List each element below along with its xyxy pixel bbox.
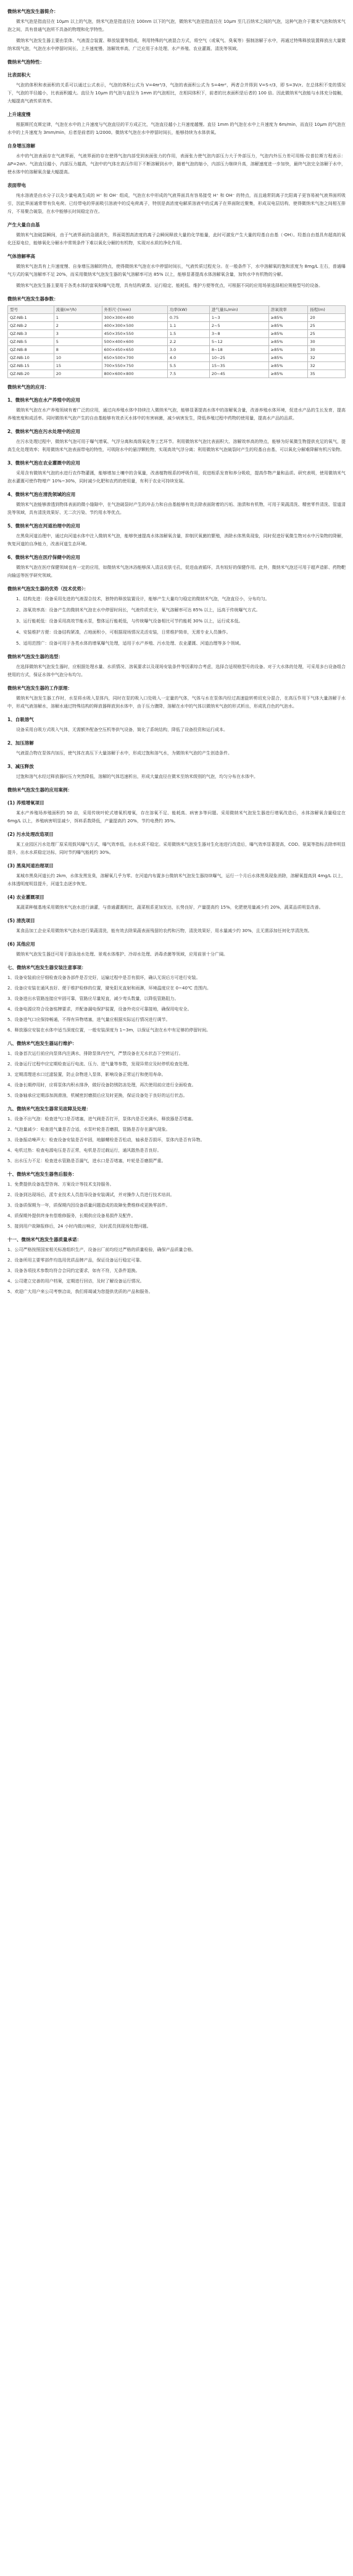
table-header-cell: 型号 [8, 306, 54, 314]
list-item: 5、欢迎广大用户来公司考察洽谈，我们将竭诚为您提供优质的产品和服务。 [7, 1289, 153, 1294]
table-cell: 15~35 [209, 362, 268, 370]
paragraph: 某水产养殖场养殖面积约 50 亩，采用传统叶轮式增氧机增氧，存在溶氧不足、能耗高、病害多等问题。采用微纳米气泡发生器进行增氧改造后，水体溶解氧含量稳定在 6mg/L 以上，养殖病害明显减少，饵料系数降低，产量提高约 20%，节约电费约 35%。 [7, 811, 346, 824]
paragraph: 水中的气泡表面存在气液界面，气液界面的存在使得气泡内部受到表面张力的作用，表面张力使气泡内部压力大于外部压力，气泡内外压力差可用杨-拉普拉斯方程表示：ΔP=2σ/r。气泡直径越小，内部压力越高，气泡中的气体在高压作用下不断溶解到水中，随着气泡的缩小，内部压力继续升高，溶解速度进一步加快，最终气泡完全溶解于水中，使水体中的溶解氧含量大幅提高。 [7, 154, 346, 175]
paragraph: 纯水溶液是由水分子以及少量电离生成的 H⁺ 和 OH⁻ 组成，气泡在水中形成的气液界面具有容易接受 H⁺ 和 OH⁻ 的特点，而且通常阴离子比阳离子更容易被气液界面所吸引，因此界面通常带有负电荷。已经带电的界面吸引溶液中的反电荷离子，特别是高浓度电解质溶液中的反离子在界面附近聚集，形成双电层结构，使得微纳米气泡之间相互排斥，不易聚合破裂，在水中能够长时间稳定存在。 [7, 193, 346, 214]
list-item: 4、设备电源应符合设备铭牌要求，并配备漏电保护装置，设备外壳应可靠接地，确保用电安全。 [7, 1007, 192, 1012]
table-cell: 1~3 [209, 314, 268, 322]
section-heading: 3、减压释放 [7, 764, 34, 769]
table-header-cell: 扬程(m) [308, 306, 346, 314]
paragraph: 1、结构先进：设备采用先进的气液混合技术，独特的释放装置设计，能够产生大量均匀稳定的微纳米气泡，气泡直径小，分布均匀。 [16, 597, 270, 601]
paragraph: 微纳米气泡发生器工作时，水泵将水吸入泵体内，同时在泵的吸入口处吸入一定量的气体，气体与水在泵体内经过高速旋转剪切充分混合，在高压作用下气体大量溶解于水中，形成气液溶解水，溶解水通过特殊结构的释放器释放到水体中，由于压力骤降，溶解在水中的气体以微纳米气泡的形式析出，形成乳白色的气泡水。 [7, 696, 346, 709]
table-cell: 2.2 [167, 338, 209, 346]
list-item: 5、接到用户故障报修后，24 小时内做出响应，及时派员到现场处理问题。 [7, 1224, 151, 1229]
paragraph: 设备采用自吸方式吸入气体，无需额外配备空压机等供气设备，简化了系统结构，降低了设备投资和运行成本。 [16, 727, 228, 732]
table-cell: 450×350×550 [102, 330, 167, 338]
paragraph: 采用含有微纳米气泡的水进行农作物灌溉，能够增加土壤中的含氧量，改善植物根系的呼吸作用，促进根系发育和养分吸收，提高作物产量和品质。研究表明，使用微纳米气泡水灌溉可使作物增产 10%~30%，同时减少化肥和农药的使用量，有利于农业可持续发展。 [7, 471, 346, 484]
paragraph: 微纳米气泡破裂瞬间，由于气液界面的急剧消失，界面周围高浓度的离子会瞬间释放大量的化学能量，此时可激发产生大量的羟基自由基（·OH）。羟基自由基具有超高的氧化还原电位，能够氧化分解水中常规条件下难以氧化分解的有机物，实现对水质的净化作用。 [7, 233, 346, 246]
table-header-cell: 外形尺寸(mm) [102, 306, 167, 314]
table-cell: 4.0 [167, 354, 209, 362]
table-row [8, 338, 346, 346]
table-row [8, 322, 346, 330]
table-cell: QZ-NB-5 [8, 338, 54, 346]
section-heading: 2、微纳米气泡在污水处理中的应用 [7, 429, 80, 434]
section-heading: 3、微纳米气泡在农业灌溉中的应用 [7, 460, 80, 466]
section-heading: 比表面积大 [7, 72, 31, 78]
table-cell: 400×300×500 [102, 322, 167, 330]
table-cell: 10~25 [209, 354, 268, 362]
table-cell: 2 [54, 322, 102, 330]
table-cell: 30 [308, 338, 346, 346]
list-item: 4、设备长期停用时，应将泵体内积水排净，做好设备防锈防冻处理，再次使用前应进行全面检查。 [7, 1083, 196, 1088]
table-cell: 7.5 [167, 370, 209, 378]
table-cell: 25 [308, 330, 346, 338]
paragraph: 在污水处理过程中，微纳米气泡可用于曝气增氧、气浮分离和高级氧化等工艺环节。利用微纳米气泡比表面积大、溶解效率高的特点，能够为好氧微生物提供充足的氧气，提高生化处理效率；利用微纳米气泡表面带电的特性，可吸附水中的悬浮颗粒物，实现高效气浮分离；利用微纳米气泡破裂时产生的羟基自由基，可以氧化分解难降解有机污染物。 [7, 439, 346, 452]
table-cell: QZ-NB-10 [8, 354, 54, 362]
table-header-cell: 溶氧效率 [268, 306, 308, 314]
list-item: 5、设备进气口应保持畅通，不得有异物堵塞，进气量应根据实际运行情况进行调节。 [7, 1017, 170, 1022]
table-header-cell: 流量(m³/h) [54, 306, 102, 314]
table-cell: QZ-NB-20 [8, 370, 54, 378]
section-heading: (6) 其他应用 [7, 941, 35, 947]
table-cell: QZ-NB-15 [8, 362, 54, 370]
list-item: 3、设备各项技术参数均符合合同约定要求，如有不符，无条件退换。 [7, 1268, 140, 1273]
section-heading: 七、微纳米气泡发生器安装注意事项： [7, 965, 86, 970]
section-heading: (1) 养殖增氧项目 [7, 800, 44, 806]
list-item: 6、释放器应安装在水体中适当深度位置，一般安装深度为 1~3m，以保证气泡在水中有足够的停留时间。 [7, 1028, 211, 1033]
table-cell: 300×300×400 [102, 314, 167, 322]
table-cell: 5~12 [209, 338, 268, 346]
section-heading: 1、微纳米气泡在水产养殖中的应用 [7, 397, 80, 403]
list-item: 5、出水压力不足：检查进水管路是否漏气，进水口是否堵塞，叶轮是否磨损严重。 [7, 1158, 166, 1163]
section-heading: 4、微纳米气泡在清洗领域的应用 [7, 492, 76, 497]
section-heading: (3) 黑臭河道治理项目 [7, 863, 54, 869]
paragraph: 气液混合物在泵体内加压，使气体在高压下大量溶解于水中，形成过饱和溶气水，为微纳米气泡的产生创造条件。 [16, 751, 232, 756]
table-cell: 500×400×600 [102, 338, 167, 346]
paragraph: 微纳米气泡能够渗透到物体表面的微小缝隙中，在气泡破裂时产生的冲击力和自由基能够有效去除表面附着的污垢、油渍和有机物，可用于果蔬清洗、精密零件清洗、管道清洗等领域，具有清洗效果好、无二次污染、节约用水等优点。 [7, 502, 346, 515]
paragraph: 在黑臭河道治理中，通过向河道水体中注入微纳米气泡，能够快速提高水体溶解氧含量，抑制厌氧菌的繁殖，消除水体黑臭现象，同时促进好氧微生物对水中污染物的降解，恢复河道的自净能力，改善河道生态环境。 [7, 534, 346, 547]
table-cell: 1 [54, 314, 102, 322]
paragraph: 在选择微纳米气泡发生器时，应根据处理水量、水质情况、溶氧要求以及现场安装条件等因素综合考虑，选择合适规格型号的设备。对于大水体的处理，可采用多台设备组合使用的方式，保证水体中气泡分布均匀。 [7, 664, 346, 677]
paragraph: 微纳米气泡发生器主要由泵体、气液混合装置、释放装置等组成，利用特殊的气液混合方式，将空气（或氧气、臭氧等）强制溶解于水中，再通过特殊释放装置释放出大量微纳米级气泡，气泡在水中停留时间长、上升速度慢、溶解效率高，广泛应用于水处理、水产养殖、农业灌溉、清洗等领域。 [7, 38, 346, 51]
table-cell: 5 [54, 338, 102, 346]
table-cell: 8 [54, 346, 102, 354]
paragraph: 某城市黑臭河道长约 2km，水体发黑发臭，溶解氧几乎为零。在河道内布置多台微纳米气泡发生器持续曝气，运行一个月后水体黑臭现象消除，溶解氧提高到 4mg/L 以上，水体透明度明显提升，河道生态逐步恢复。 [7, 873, 346, 886]
table-cell: 650×500×700 [102, 354, 167, 362]
paragraph: 过饱和溶气水经过释放器时压力突然降低，溶解的气体迅速析出，形成大量直径在微米至纳米级别的气泡，均匀分布在水体中。 [16, 774, 258, 779]
list-item: 3、设备进出水管路连接应牢固可靠，管路应尽量短直，减少弯头数量，以降低管路阻力。 [7, 996, 179, 1001]
table-cell: 15 [54, 362, 102, 370]
table-cell: 35 [308, 370, 346, 378]
paragraph: 3、运行能耗低：设备采用高效节能水泵，整体运行能耗低，与传统曝气设备相比可节约能耗 30% 以上，运行成本低。 [16, 619, 243, 624]
paragraph: 气泡的体积和表面积的关系可以通过公式表示，气泡的体积公式为 V=4πr³/3，气泡的表面积公式为 S=4πr²，两者合并得到 V=S·r/3，即 S=3V/r。在总体积不变的情况下，气泡的半径越小，比表面积越大。直径为 10μm 的气泡与直径为 1mm 的气泡相比，在相同体积下，前者的比表面积是后者的 100 倍。因此微纳米气泡能与水体充分接触，大幅提高气液传质效率。 [7, 83, 346, 104]
section-heading: 八、微纳米气泡发生器运行维护： [7, 1041, 77, 1046]
table-cell: ≥85% [268, 354, 308, 362]
paragraph: 4、安装维护方便：设备结构紧凑，占地面积小，可根据现场情况灵活安装，日常维护简单，无需专业人员操作。 [16, 630, 231, 635]
paragraph: 微纳米气泡发生器主要用于各类水体的富氧和曝气处理，具有结构紧凑、运行稳定、能耗低、维护方便等优点，可根据不同的应用场景选择相应规格型号的设备。 [16, 283, 323, 288]
table-cell: ≥85% [268, 370, 308, 378]
section-heading: 微纳米气泡发生器的应用案例： [7, 787, 72, 793]
paragraph: 某食品加工企业采用微纳米气泡水进行果蔬清洗，能有效去除果蔬表面残留的农药和污物，清洗效果好，用水量减少约 30%，且无需添加任何化学清洗剂。 [16, 928, 312, 933]
spec-table [7, 305, 346, 378]
table-header-cell: 进气量(L/min) [209, 306, 268, 314]
paragraph: 微纳米气泡具有上升速度慢、自身增压溶解的特点，使得微纳米气泡在水中停留时间长，气液传质过程充分。在一般条件下，水中溶解氧的饱和浓度为 8mg/L 左右，普通曝气方式的氧气溶解率不足 20%，而采用微纳米气泡发生器的氧气溶解率可达 85% 以上，能够显著提高水体溶解氧含量，加快水中有机物的分解。 [7, 264, 346, 277]
list-item: 5、设备轴承应定期添加润滑油，机械密封磨损后应及时更换，保证设备处于良好的运行状态。 [7, 1093, 188, 1098]
table-cell: 0.75 [167, 314, 209, 322]
table-cell: ≥85% [268, 322, 308, 330]
table-cell: 600×450×650 [102, 346, 167, 354]
section-heading: 微纳米气泡特性： [7, 59, 44, 65]
table-cell: QZ-NB-1 [8, 314, 54, 322]
table-cell: QZ-NB-3 [8, 330, 54, 338]
paragraph: 某蔬菜种植基地采用微纳米气泡水进行滴灌，与普通灌溉相比，蔬菜根系更加发达，长势良好，产量提高约 15%，化肥使用量减少约 20%，蔬菜品质明显改善。 [16, 905, 323, 910]
section-heading: (2) 污水处理改造项目 [7, 832, 54, 837]
table-cell: 1.5 [167, 330, 209, 338]
section-heading: 自身增压溶解 [7, 143, 35, 149]
table-row [8, 330, 346, 338]
list-item: 2、设备应安装在通风良好、便于维护检修的位置，避免阳光直射和雨淋，环境温度应在 0~40℃ 范围内。 [7, 986, 211, 991]
paragraph: 某工业园区污水处理厂原采用鼓风曝气方式，曝气效率低，出水水质不稳定。采用微纳米气泡发生器对生化池进行改造后，曝气效率显著提高，COD、氨氮等指标去除率明显提升，出水水质稳定达标，同时节约曝气能耗约 30%。 [7, 842, 346, 855]
table-row [8, 370, 346, 378]
section-heading: 2、加压溶解 [7, 740, 34, 746]
section-heading: 微纳米气泡发生器的工作原理： [7, 685, 72, 691]
section-heading: 产生大量自由基 [7, 222, 40, 228]
section-heading: 微纳米气泡发生器的选型： [7, 654, 63, 659]
table-cell: 32 [308, 362, 346, 370]
paragraph: 微纳米气泡在水产养殖领域有着广泛的应用，通过向养殖水体中持续注入微纳米气泡，能够显著提高水体中的溶解氧含量，改善养殖水体环境，促进水产品的生长发育，提高养殖密度和成活率。同时微纳米气泡产生的自由基能够有效杀灭水体中的有害病菌，减少病害发生，降低养殖过程中药物的使用量，提高水产品的品质。 [7, 408, 346, 421]
list-item: 2、设备所用主要零部件均选用优质品牌产品，保证设备运行稳定可靠。 [7, 1258, 144, 1263]
list-item: 2、设备到达现场后，派专业技术人员指导设备安装调试，并对操作人员进行技术培训。 [7, 1192, 175, 1197]
table-cell: 3.0 [167, 346, 209, 354]
table-row [8, 314, 346, 322]
table-cell: ≥85% [268, 314, 308, 322]
table-cell: 1.1 [167, 322, 209, 330]
list-item: 2、气泡量减少：检查进气量是否合适，水泵叶轮是否磨损，管路是否存在漏气现象。 [7, 1127, 170, 1132]
list-item: 4、电机过热：检查电源电压是否正常，电机是否过载运行，通风散热是否良好。 [7, 1148, 162, 1153]
list-item: 4、质保期外提供终身有偿维修服务，长期供应设备易损件及配件。 [7, 1213, 136, 1218]
paragraph: 2、溶氧效率高：设备产生的微纳米气泡在水中停留时间长，气液传质充分，氧气溶解率可达 85% 以上，远高于传统曝气方式。 [16, 608, 260, 613]
list-item: 1、免费提供设备选型咨询、方案设计等技术支持服务。 [7, 1182, 114, 1187]
table-row [8, 354, 346, 362]
table-cell: 30 [308, 346, 346, 354]
paragraph: 根据斯托克斯定律，气泡在水中的上升速度与气泡直径的平方成正比，气泡直径越小上升速度越慢。直径 1mm 的气泡在水中上升速度为 6m/min，而直径 10μm 的气泡在水中的上升速度为 3mm/min，后者是前者的 1/2000。微纳米气泡在水中停留时间长，能够持续为水体供氧。 [7, 122, 346, 135]
list-item: 1、设备不出气泡：检查进气口是否堵塞，进气阀是否打开，泵体内是否充满水，释放器是否堵塞。 [7, 1117, 196, 1121]
table-row [8, 362, 346, 370]
section-heading: 九、微纳米气泡发生器常见故障及处理： [7, 1106, 91, 1112]
section-heading: (5) 清洗项目 [7, 918, 35, 923]
table-row [8, 346, 346, 354]
list-item: 3、设备质保期为一年，质保期内因设备质量问题造成的故障免费维修或更换零部件。 [7, 1203, 170, 1208]
table-cell: 20 [308, 314, 346, 322]
section-heading: 表面带电 [7, 183, 26, 188]
list-item: 3、设备振动噪声大：检查设备安装是否牢固，地脚螺栓是否松动，轴承是否损坏，泵体内是否有异物。 [7, 1137, 205, 1142]
list-item: 4、公司建立完善的用户档案，定期进行回访，及时了解设备运行情况。 [7, 1279, 144, 1284]
table-cell: 3~8 [209, 330, 268, 338]
list-item: 1、公司严格按照国家相关标准组织生产，设备出厂前均经过严格的质量检验，确保产品质量合格。 [7, 1247, 196, 1252]
section-heading: 5、微纳米气泡在河道治理中的应用 [7, 523, 80, 529]
table-cell: ≥85% [268, 330, 308, 338]
table-cell: ≥85% [268, 362, 308, 370]
table-cell: QZ-NB-2 [8, 322, 54, 330]
table-cell: ≥85% [268, 346, 308, 354]
section-heading: 1、自吸溶气 [7, 717, 34, 722]
paragraph: 微米气泡是指直径在 10μm 以上的气泡，纳米气泡是指直径在 100nm 以下的气泡，微纳米气泡是指直径在 10μm 至几百纳米之间的气泡，这种气泡介于微米气泡和纳米气泡之间，具有普通气泡所不具备的物理和化学特性。 [7, 19, 346, 32]
table-cell: 5.5 [167, 362, 209, 370]
section-heading: 上升速度慢 [7, 112, 31, 117]
table-cell: QZ-NB-8 [8, 346, 54, 354]
section-heading: (4) 农业灌溉项目 [7, 894, 44, 900]
table-cell: 10 [54, 354, 102, 362]
table-cell: 25 [308, 322, 346, 330]
paragraph: 5、适用范围广：设备可用于各类水体的增氧曝气处理，适用于水产养殖、污水处理、农业灌溉、河道治理等多个领域。 [16, 641, 244, 646]
paragraph: 微纳米气泡在医疗保健领域也有一定的应用，如微纳米气泡沐浴能够深入清洁皮肤毛孔，促进血液循环，具有较好的保健作用。此外，微纳米气泡还可用于超声造影、药物靶向输送等医学研究领域。 [7, 565, 346, 578]
section-heading: 气体溶解率高 [7, 254, 35, 259]
section-heading: 十、微纳米气泡发生器售后服务： [7, 1171, 77, 1177]
table-cell: 800×600×800 [102, 370, 167, 378]
table-cell: 700×550×750 [102, 362, 167, 370]
table-cell: 8~18 [209, 346, 268, 354]
section-heading: 十一、微纳米气泡发生器质量承诺： [7, 1237, 81, 1242]
list-item: 2、设备运行过程中应定期检查运行电流、压力、进气量等参数，发现异常应及时停机检查处理。 [7, 1062, 192, 1067]
section-heading: 微纳米气泡发生器的优势（技术优势）： [7, 586, 89, 592]
table-cell: 32 [308, 354, 346, 362]
section-heading: 微纳米气泡的应用： [7, 384, 49, 390]
section-heading: 6、微纳米气泡在医疗保健中的应用 [7, 555, 80, 560]
table-header-cell: 功率(kW) [167, 306, 209, 314]
table-cell: 3 [54, 330, 102, 338]
table-cell: 20 [54, 370, 102, 378]
list-item: 1、设备首次运行前应向泵体内注满水，排除泵体内空气，严禁设备在无水状态下空转运行。 [7, 1051, 183, 1056]
table-cell: ≥85% [268, 338, 308, 346]
table-cell: 20~45 [209, 370, 268, 378]
list-item: 3、定期清理进水口过滤装置，防止杂物进入泵体，影响设备正常运行和使用寿命。 [7, 1072, 166, 1077]
paragraph: 微纳米气泡发生器还可用于游泳池水处理、景观水体维护、冷却水处理、消毒杀菌等领域，应用前景十分广阔。 [16, 952, 228, 957]
section-heading: 微纳米气泡发生器参数： [7, 296, 59, 302]
section-heading: 微纳米气泡发生器简介： [7, 9, 59, 14]
list-item: 1、设备安装前应仔细检查设备各部件是否完好，运输过程中是否有损坏，确认无误后方可进行安装。 [7, 975, 201, 980]
table-cell: 2~5 [209, 322, 268, 330]
